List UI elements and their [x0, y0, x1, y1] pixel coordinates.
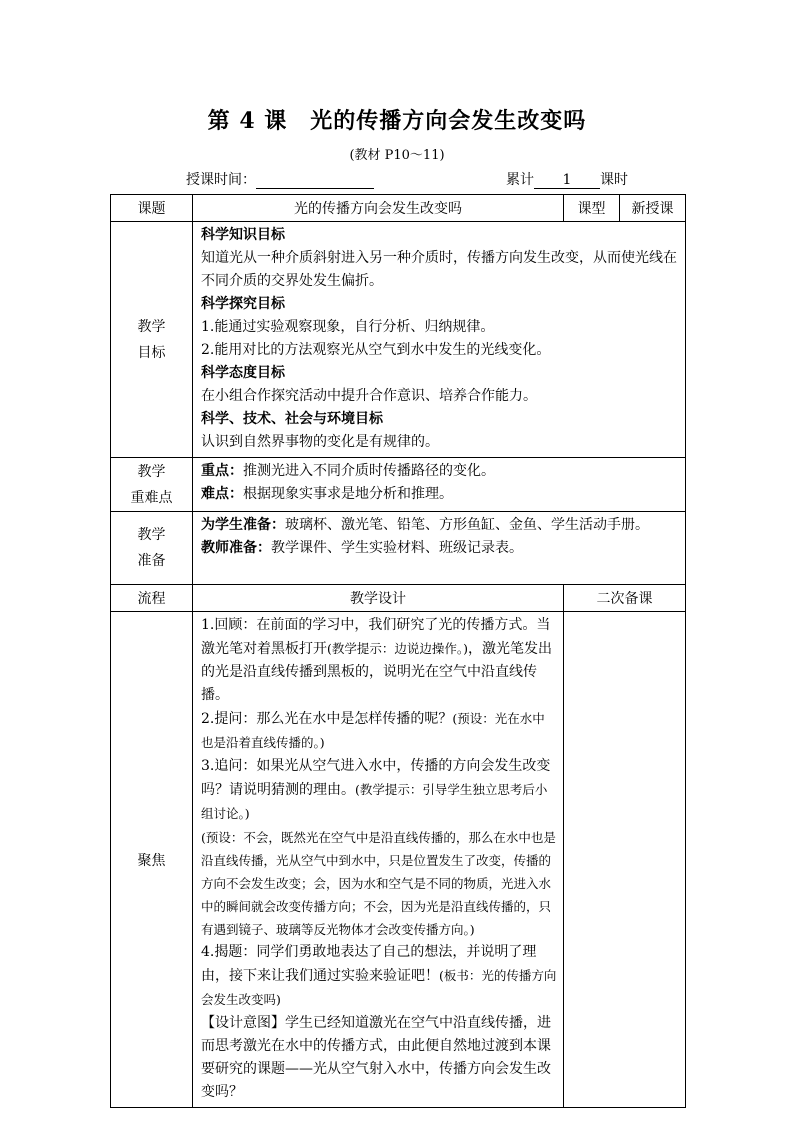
key-label-line2: 重难点	[130, 489, 173, 506]
design-intent	[201, 1012, 557, 1104]
difficult-point-label: 难点：	[201, 486, 243, 502]
secondary-prep-header: 二次备课	[564, 585, 686, 612]
table-row-topic	[111, 195, 686, 222]
goals-label-line1: 教学	[137, 318, 166, 335]
inquiry-item-2: 2.能用对比的方法观察光从空气到水中发生的光线变化。	[201, 342, 551, 358]
teacher-prep	[201, 537, 679, 560]
textbook-pages: (教材 P10～11)	[349, 148, 445, 163]
design-header: 教学设计	[193, 585, 564, 612]
focus-step-2	[201, 707, 557, 755]
table-row-focus	[111, 612, 686, 1108]
focus-step-1-text: 1.回顾：在前面的学习中，我们研究了光的传播方式。当激光笔对着黑板打开	[201, 617, 551, 657]
table-row-preparation	[111, 512, 686, 585]
focus-step-1-tail: ，激光笔发出的光是沿直线传播到黑板的，说明光在空气中沿直线传播。	[201, 641, 553, 703]
design-intent-text: 学生已经知道激光在空气中沿直线传播，进而思考激光在水中的传播方式，由此便自然地过渡到本课要研究的课题——光从空气射入水中，传播方向会发生改变吗？	[201, 1015, 551, 1100]
key-point-text: 推测光进入不同介质时传播路径的变化。	[243, 463, 495, 479]
focus-step-4-text: 4.揭题：同学们勇敢地表达了自己的想法，并说明了理由，接下来让我们通过实验来验证吧！	[201, 944, 537, 984]
total-value: 1	[534, 172, 600, 189]
topic-value: 光的传播方向会发生改变吗	[193, 195, 564, 222]
type-value: 新授课	[620, 195, 686, 222]
design-intent-label: 【设计意图】	[201, 1015, 285, 1031]
type-label: 课型	[564, 195, 620, 222]
total-hours	[506, 169, 628, 189]
goals-label	[111, 222, 193, 458]
lesson-meta	[186, 169, 646, 191]
goals-label-line2: 目标	[137, 344, 166, 361]
difficult-point-text: 根据现象实事求是地分析和推理。	[243, 486, 453, 502]
class-time	[186, 169, 374, 189]
student-prep-label: 为学生准备：	[201, 517, 285, 533]
attitude-text: 在小组合作探究活动中提升合作意识、培养合作能力。	[201, 388, 537, 404]
lesson-title: 第 4 课 光的传播方向会发生改变吗	[207, 108, 587, 134]
focus-step-2-note: (预设：光在水中也是沿着直线传播的。)	[201, 711, 545, 750]
flow-header: 流程	[111, 585, 193, 612]
knowledge-heading: 科学知识目标	[201, 227, 285, 243]
focus-step-3-note: (教学提示：引导学生独立思考后小组讨论。)	[201, 782, 548, 821]
teacher-prep-label: 教师准备：	[201, 540, 271, 556]
focus-step-4-note: (板书：光的传播方向会发生改变吗)	[201, 968, 557, 1007]
focus-step-2-text: 2.提问：那么光在水中是怎样传播的呢？	[201, 711, 453, 727]
table-row-goals	[111, 222, 686, 458]
focus-label: 聚焦	[111, 612, 193, 1108]
lesson-plan-table	[110, 194, 686, 1108]
prep-label-line2: 准备	[137, 553, 166, 569]
focus-step-3	[201, 755, 557, 826]
key-point	[201, 460, 679, 483]
focus-step-1-note: (教学提示：边说边操作。)	[327, 641, 469, 656]
focus-content	[193, 612, 564, 1108]
key-label	[111, 458, 193, 512]
key-point-label: 重点：	[201, 463, 243, 479]
focus-step-3-text: 3.追问：如果光从空气进入水中，传播的方向会发生改变吗？请说明猜测的理由。	[201, 758, 551, 798]
class-time-label: 授课时间：	[186, 172, 256, 188]
key-content	[193, 458, 686, 512]
goals-content	[193, 222, 686, 458]
teacher-prep-text: 教学课件、学生实验材料、班级记录表。	[271, 540, 523, 556]
topic-label: 课题	[111, 195, 193, 222]
class-time-blank	[256, 173, 374, 189]
sts-heading: 科学、技术、社会与环境目标	[201, 411, 383, 427]
student-prep-text: 玻璃杯、激光笔、铅笔、方形鱼缸、金鱼、学生活动手册。	[285, 517, 649, 533]
prep-label	[111, 512, 193, 585]
focus-step-3-preset: (预设：不会，既然光在空气中是沿直线传播的，那么在水中也是沿直线传播，光从空气中到水中，只是位置发生了改变，传播的方向不会发生改变；会，因为水和空气是不同的物质，光进入水中的瞬间就会改变传播方向；不会，因为光是沿直线传播的，只有遇到镜子、玻璃等反光物体才会改变传播方向。)	[201, 830, 556, 937]
sts-text: 认识到自然界事物的变化是有规律的。	[201, 434, 439, 450]
table-row-key-points	[111, 458, 686, 512]
hours-label: 课时	[600, 172, 628, 188]
prep-content	[193, 512, 686, 585]
focus-step-4	[201, 941, 557, 1012]
attitude-heading: 科学态度目标	[201, 365, 285, 381]
focus-step-1	[201, 614, 557, 707]
knowledge-text: 知道光从一种介质斜射进入另一种介质时，传播方向发生改变，从而使光线在不同介质的交界处发生偏折。	[201, 250, 677, 289]
secondary-prep-cell	[564, 612, 686, 1108]
inquiry-item-1: 1.能通过实验观察现象，自行分析、归纳规律。	[201, 319, 495, 335]
table-row-flow-header	[111, 585, 686, 612]
total-label: 累计	[506, 172, 534, 188]
key-label-line1: 教学	[137, 463, 166, 480]
inquiry-heading: 科学探究目标	[201, 296, 285, 312]
difficult-point	[201, 483, 679, 506]
prep-label-line1: 教学	[137, 527, 166, 543]
student-prep	[201, 514, 679, 537]
